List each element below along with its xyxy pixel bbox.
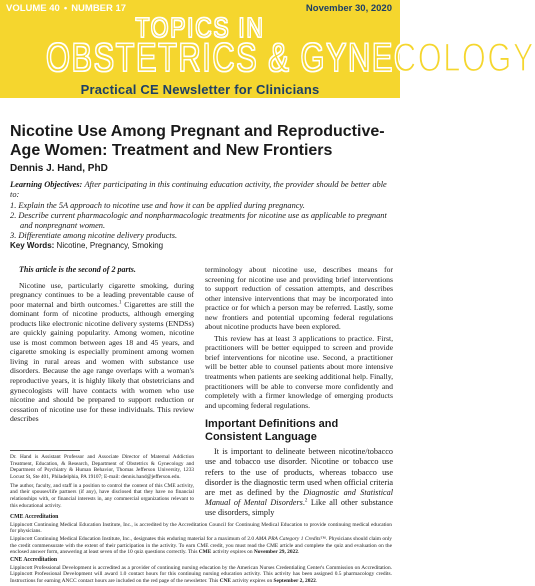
- journal-tagline: Practical CE Newsletter for Clinicians: [80, 82, 320, 97]
- learning-objectives-intro: After participating in this continuing education activity, the provider should be better able to:: [10, 180, 387, 200]
- author-name: Dennis J. Hand, PhD: [10, 163, 108, 174]
- masthead: [0, 0, 535, 98]
- left-column: [10, 265, 194, 426]
- article-part-note: This article is the second of 2 parts.: [19, 265, 136, 274]
- cne-expiry-date: September 2, 2022: [273, 577, 316, 584]
- volume-label: VOLUME 40: [6, 3, 60, 14]
- journal-title-line1: TOPICS IN: [135, 12, 265, 43]
- body-paragraph: Nicotine use, particularly cigarette smoking, during pregnancy continues to be a leading preventable cause of poor maternal and birth outcomes.$^1$ Cigarettes are still the dominant form of nicotine products, although emerging products like electronic nicotine delivery systems (ENDSs) are quickly gaining popularity. Among women, nicotine use is most common between ages 18 and 45 years, and cigarette smoking is especially prominent among women living in rural areas and women with substance use disorders. Because the age range overlaps with a woman's reproductive years, it is highly likely that obstetricians and gynecologists will have contacts with women who use nicotine and should be prepared to support reduction or cessation of nicotine use for these individuals. This review describes: [10, 280, 194, 424]
- reference-marker: 2: [304, 498, 308, 504]
- body-paragraph: terminology about nicotine use, describes means for screening for nicotine use and providing brief interventions to support reduction of cessation attempts, and describes other intensive interventions that may be incorporated into practice or for which a person may be referred. Lastly, some new frontiers and potential upcoming federal regulations about nicotine products have been explored.: [205, 265, 393, 332]
- author-bio: Dr. Hand is Assistant Professor and Associate Director of Maternal Addiction Treatment, Education, & Research, Department of Obstetrics & Gynecology and Department of Psychiatry & Human Behavior, Thomas Jefferson University, 1233 Locust St, Ste 401, Philadelphia, PA 19107; E-mail: dennis.hand@jefferson.edu.: [10, 454, 194, 480]
- issue-date: November 30, 2020: [305, 3, 392, 14]
- dsm-title: Diagnostic and Statistical Manual of Mental Disorders: [205, 488, 393, 508]
- body-paragraph: This review has at least 3 applications to practice. First, practitioners will be better equipped to screen and provide brief interventions for nicotine use. Second, a practitioner will be better able to counsel patients about more intensive treatments when patients are seeking additional help. Finally, practitioners will be able to converse more confidently and completely with a firmer knowledge of emerging products and upcoming federal regulations.: [205, 333, 394, 410]
- learning-objectives-label: Learning Objectives:: [10, 180, 83, 189]
- footnotes: [10, 454, 194, 512]
- section-heading: Important Definitions and Consistent Language: [205, 418, 339, 443]
- body-paragraph: It is important to delineate between nicotine/tobacco use and tobacco use disorder. Nicotine or tobacco use refers to the use of products, whereas tobacco use disorder is the diagnostic term used when official criteria are met as defined by the Diagnostic and Statistical Manual of Mental Disorders.$^2$ Like all other substance use disorders, simply: [205, 447, 394, 518]
- keywords-value: Nicotine, Pregnancy, Smoking: [56, 241, 164, 250]
- keywords: [10, 241, 163, 250]
- right-column: [205, 265, 393, 521]
- cme-expiry-date: November 29, 2022: [253, 549, 298, 556]
- cme-paragraph: Lippincott Continuing Medical Education Institute, Inc., designates this enduring material for a maximum of 2.0 AMA PRA Category 1 Credits™. Physicians should claim only the credit commensurate with the extent of their participation in the activity. To earn CME credit, you must read the CME article and complete the quiz and evaluation on the enclosed answer form, answering at least seven of the 10 quiz questions correctly. This CME activity expires on November 29, 2022.: [10, 536, 392, 556]
- cne-heading: CNE Accreditation: [10, 556, 58, 563]
- disclosure-statement: The author, faculty, and staff in a position to control the content of this CME activity, and their spouses/life partners (if any), have disclosed that they have no financial relationships with, or financial interests in, any commercial organizations relevant to this educational activity.: [10, 482, 194, 509]
- cme-heading: CME Accreditation: [10, 514, 59, 520]
- keywords-label: Key Words:: [10, 241, 55, 250]
- number-label: NUMBER 17: [71, 3, 127, 14]
- objective-item: 1. Explain the 5A approach to nicotine use and how it can be applied during pregnancy.: [10, 200, 305, 210]
- objective-item: 2. Describe current pharmacologic and nonpharmacologic treatments for nicotine use as applicable to pregnant and nonpregnant women.: [10, 210, 387, 231]
- reference-marker: 1: [119, 300, 122, 306]
- learning-objectives: [10, 180, 394, 242]
- footnote-divider: [10, 450, 80, 451]
- article-title: Nicotine Use Among Pregnant and Reproductive-Age Women: Treatment and New Frontiers: [10, 123, 385, 159]
- cme-paragraph: Lippincott Continuing Medical Education Institute, Inc., is accredited by the Accreditation Council for Continuing Medical Education to provide continuing medical education for physicians.: [10, 521, 392, 535]
- journal-title-line2: OBSTETRICS & GYNECOLOGY: [46, 36, 535, 80]
- issue-info: VOLUME 40 • NUMBER 17: [6, 3, 127, 14]
- objective-item: 3. Differentiate among nicotine delivery products.: [10, 231, 178, 241]
- accreditation-section: [10, 513, 392, 586]
- cne-paragraph: Lippincott Professional Development is accredited as a provider of continuing nursing education by the American Nurses Credentialing Center's Commission on Accreditation. Lippincott Professional Development will award 1.0 contact hours for this continuing nursing education activity. This activity has been assigned 0.5 pharmacology credits. Instructions for earning ANCC contact hours are included on the red page of the newsletter. This CNE activity expires on September 2, 2022.: [10, 564, 392, 584]
